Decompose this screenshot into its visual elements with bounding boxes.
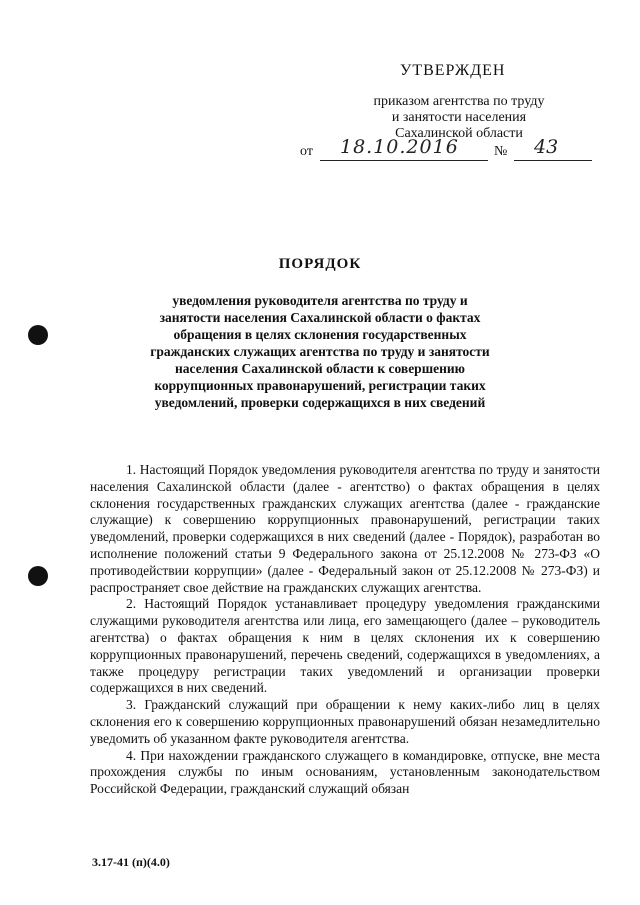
order-number-field bbox=[514, 138, 592, 161]
document-code: 3.17-41 (п)(4.0) bbox=[92, 855, 170, 869]
approval-title: УТВЕРЖДЕН bbox=[400, 62, 506, 79]
order-date-handwritten: 18.10.2016 bbox=[340, 136, 459, 158]
order-number-handwritten: 43 bbox=[534, 136, 559, 158]
document-body bbox=[90, 462, 600, 798]
approval-line: Сахалинской области bbox=[395, 126, 523, 141]
paragraph: 4. При нахождении гражданского служащего в командировке, отпуске, вне места прохождения службы по иным основаниям, установленным законодательством Российской Федерации, гражданский служащий обязан bbox=[90, 747, 600, 797]
document-subtitle: уведомления руководителя агентства по труду и занятости населения Сахалинской области о фактах обращения в целях склонения государственных гражданских служащих агентства по труду и занятости населения Сахалинской области к совершению коррупционных правонарушений, регистрации таких уведомлений, проверки содержащихся в них сведений bbox=[150, 293, 490, 410]
approval-line: приказом агентства по труду bbox=[373, 94, 545, 109]
order-date-field bbox=[320, 138, 488, 161]
punch-hole-marker bbox=[28, 566, 48, 586]
order-date-number-row bbox=[300, 138, 600, 162]
paragraph: 2. Настоящий Порядок устанавливает процедуру уведомления гражданскими служащими руководителя агентства или лица, его замещающего (далее – руководитель агентства) о фактах обращения к ним в целях склонения их к совершению коррупционных правонарушений, перечень сведений, содержащихся в уведомлениях, а также процедуру регистрации таких уведомлений и организации проверки содержащихся в них сведений. bbox=[90, 596, 600, 696]
number-label: № bbox=[494, 144, 508, 159]
from-label: от bbox=[300, 144, 313, 159]
approval-line: и занятости населения bbox=[391, 110, 527, 125]
document-title: ПОРЯДОК bbox=[278, 256, 362, 272]
paragraph: 1. Настоящий Порядок уведомления руководителя агентства по труду и занятости населения Сахалинской области (далее - агентство) о фактах обращения в целях склонения государственных гражданских служащих агентства (далее - гражданские служащие) к совершению коррупционных правонарушений, регистрации таких уведомлений, проверки содержащихся в них сведений (далее - Порядок), разработан во исполнение положений статьи 9 Федерального закона от 25.12.2008 № 273-ФЗ «О противодействии коррупции» (далее - Федеральный закон от 25.12.2008 № 273-ФЗ) и распространяет свое действие на гражданских служащих агентства. bbox=[90, 462, 600, 595]
paragraph: 3. Гражданский служащий при обращении к нему каких-либо лиц в целях склонения его к совершению коррупционных правонарушений обязан незамедлительно уведомить об указанном факте руководителя агентства. bbox=[90, 697, 600, 746]
punch-hole-marker bbox=[28, 325, 48, 345]
